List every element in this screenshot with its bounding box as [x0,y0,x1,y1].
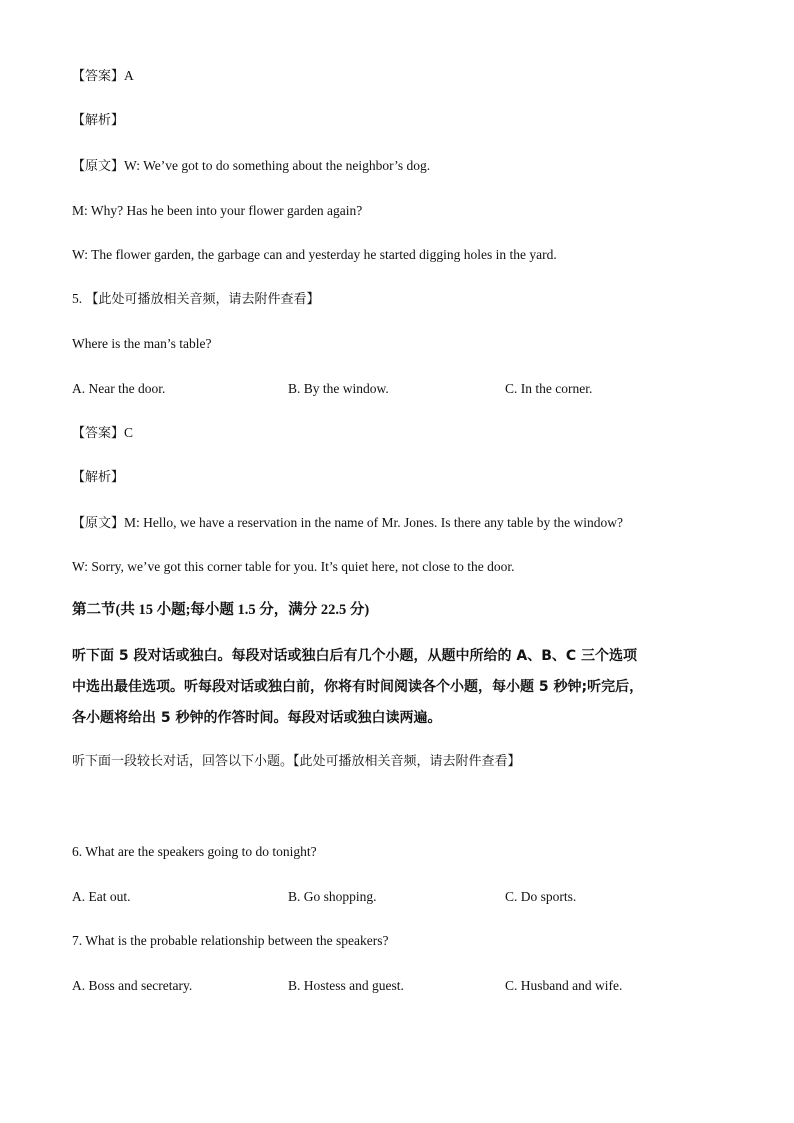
transcript-line [72,514,623,533]
answer-tag: 【答案】 [72,69,125,84]
answer-tag: 【答案】 [72,426,125,441]
question-7-text: 7. What is the probable relationship between the speakers? [72,933,389,948]
instruction-line: 各小题将给出 5 秒钟的作答时间。每段对话或独白读两遍。 [72,710,442,726]
option-b: B. Go shopping. [288,889,377,904]
option-c: C. Husband and wife. [505,978,623,993]
option-a: A. Eat out. [72,889,131,904]
question-5-header [72,290,320,309]
transcript-text: W: We’ve got to do something about the neighbor’s dog. [124,158,431,173]
listen-intro: 听下面一段较长对话，回答以下小题。【此处可播放相关音频，请去附件查看】 [72,754,521,769]
answer-value: A [124,68,134,83]
answer-line [72,424,133,443]
transcript-text: M: Hello, we have a reservation in the name of Mr. Jones. Is there any table by the window? [124,515,623,530]
answer-value: C [124,425,134,440]
transcript-tag: 【原文】 [72,159,125,174]
option-c: C. In the corner. [505,381,593,396]
instruction-line: 中选出最佳选项。听每段对话或独白前，你将有时间阅读各个小题，每小题 5 秒钟;听完后， [72,679,644,695]
transcript-line [72,157,430,176]
option-c: C. Do sports. [505,889,577,904]
dialogue-line: W: Sorry, we’ve got this corner table for you. It’s quiet here, not close to the door. [72,559,515,574]
dialogue-line: M: Why? Has he been into your flower garden again? [72,203,363,218]
option-b: B. Hostess and guest. [288,978,404,993]
option-a: A. Boss and secretary. [72,978,193,993]
dialogue-line: W: The flower garden, the garbage can and yesterday he started digging holes in the yard. [72,247,557,262]
question-6-text: 6. What are the speakers going to do tonight? [72,844,317,859]
question-number: 5. [72,291,86,306]
option-a: A. Near the door. [72,381,166,396]
analysis-tag: 【解析】 [72,113,125,128]
transcript-tag: 【原文】 [72,516,125,531]
section-heading: 第二节(共 15 小题;每小题 1.5 分，满分 22.5 分) [72,602,370,618]
instruction-line: 听下面 5 段对话或独白。每段对话或独白后有几个小题，从题中所给的 A、B、C 三个选项 [72,648,638,664]
analysis-tag: 【解析】 [72,470,125,485]
audio-note: 【此处可播放相关音频，请去附件查看】 [85,292,320,307]
question-5-text: Where is the man’s table? [72,336,212,351]
option-b: B. By the window. [288,381,389,396]
answer-line [72,67,134,86]
